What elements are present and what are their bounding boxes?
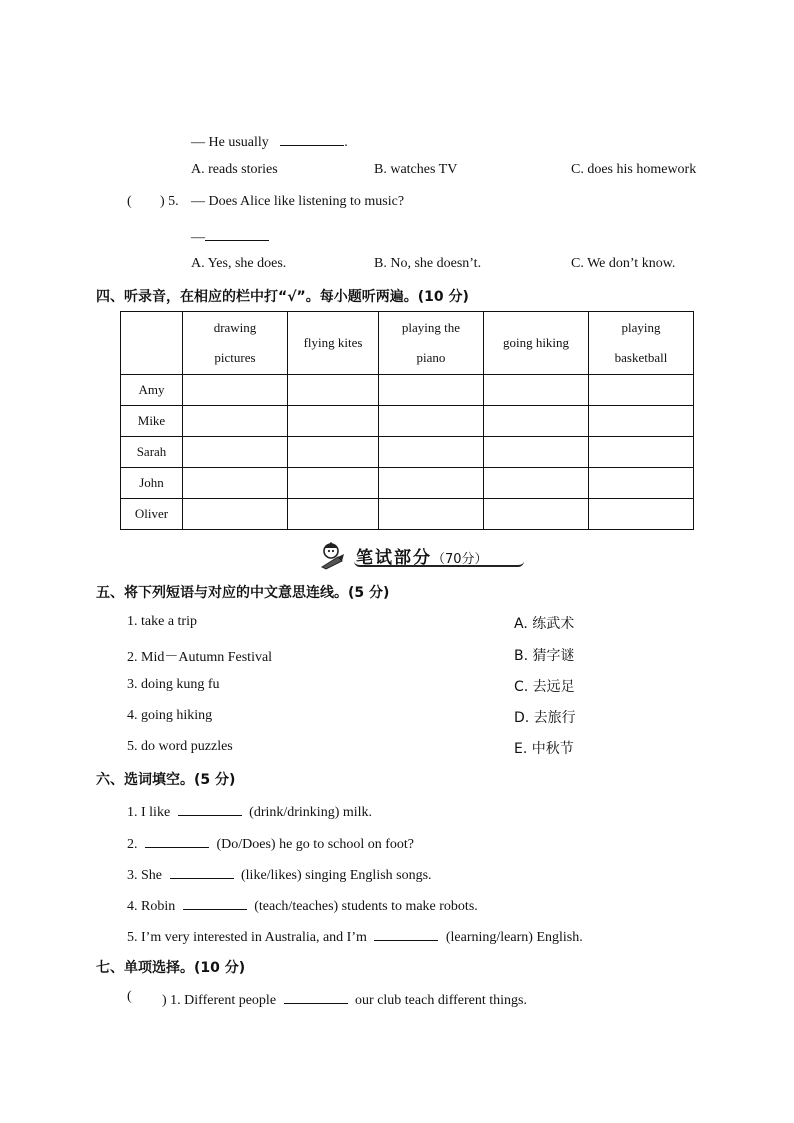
row-name-cell: Oliver xyxy=(121,499,183,530)
q5-option-b[interactable]: B. No, she doesn’t. xyxy=(374,256,482,271)
q5-paren-open: ( xyxy=(127,194,132,209)
check-cell[interactable] xyxy=(288,437,379,468)
q5-answer-line: — xyxy=(191,226,269,246)
answer-blank[interactable] xyxy=(284,989,348,1004)
answer-blank[interactable] xyxy=(145,833,209,848)
check-cell[interactable] xyxy=(484,406,589,437)
q4-option-c[interactable]: C. does his homework xyxy=(571,162,697,177)
table-header-cell: going hiking xyxy=(484,312,589,375)
q5-question: — Does Alice like listening to music? xyxy=(191,194,405,209)
section5-title: 五、将下列短语与对应的中文意思连线。(5 分) xyxy=(96,585,390,601)
table-row xyxy=(121,468,694,499)
check-cell[interactable] xyxy=(484,468,589,499)
match-left-item[interactable]: 4. going hiking xyxy=(127,708,213,723)
fill-item: 2. (Do/Does) he go to school on foot? xyxy=(127,833,414,853)
check-cell[interactable] xyxy=(589,406,694,437)
row-name-cell: Sarah xyxy=(121,437,183,468)
table-row xyxy=(121,499,694,530)
fill-item: 5. I’m very interested in Australia, and I’m (learning/learn) English. xyxy=(127,926,583,946)
answer-blank[interactable] xyxy=(170,864,234,879)
row-name-cell: John xyxy=(121,468,183,499)
section6-title: 六、选词填空。(5 分) xyxy=(96,772,236,788)
check-cell[interactable] xyxy=(379,468,484,499)
table-header-cell: playing basketball xyxy=(589,312,694,375)
match-left-item[interactable]: 5. do word puzzles xyxy=(127,739,233,754)
check-cell[interactable] xyxy=(484,375,589,406)
match-right-item[interactable]: C. 去远足 xyxy=(514,679,575,695)
check-cell[interactable] xyxy=(379,437,484,468)
table-header-cell: flying kites xyxy=(288,312,379,375)
row-name-cell: Amy xyxy=(121,375,183,406)
q4-option-b[interactable]: B. watches TV xyxy=(374,162,458,177)
check-cell[interactable] xyxy=(183,406,288,437)
check-cell[interactable] xyxy=(183,437,288,468)
check-cell[interactable] xyxy=(379,406,484,437)
check-cell[interactable] xyxy=(589,437,694,468)
answer-blank[interactable] xyxy=(374,926,438,941)
section7-title: 七、单项选择。(10 分) xyxy=(96,960,246,976)
listening-table xyxy=(120,311,694,530)
check-cell[interactable] xyxy=(589,375,694,406)
check-cell[interactable] xyxy=(484,499,589,530)
check-cell[interactable] xyxy=(379,499,484,530)
answer-blank[interactable] xyxy=(205,226,269,241)
check-cell[interactable] xyxy=(183,375,288,406)
written-part-banner xyxy=(318,539,528,571)
q5-option-a[interactable]: A. Yes, she does. xyxy=(191,256,287,271)
table-row xyxy=(121,375,694,406)
fill-item: 4. Robin (teach/teaches) students to make robots. xyxy=(127,895,478,915)
fill-item: 1. I like (drink/drinking) milk. xyxy=(127,801,372,821)
table-header-row xyxy=(121,312,694,375)
check-cell[interactable] xyxy=(589,468,694,499)
banner-underline xyxy=(354,561,524,567)
section4-title: 四、听录音，在相应的栏中打“√”。每小题听两遍。(10 分) xyxy=(96,289,469,305)
check-cell[interactable] xyxy=(379,375,484,406)
check-cell[interactable] xyxy=(288,375,379,406)
check-cell[interactable] xyxy=(484,437,589,468)
pencil-mascot-icon xyxy=(318,540,348,570)
check-cell[interactable] xyxy=(589,499,694,530)
table-corner-cell xyxy=(121,312,183,375)
s7-paren-open: ( xyxy=(127,989,132,1004)
banner-score: （70分） xyxy=(432,552,488,567)
fill-item: 3. She (like/likes) singing English songs. xyxy=(127,864,432,884)
match-left-item[interactable]: 3. doing kung fu xyxy=(127,677,220,692)
match-right-item[interactable]: B. 猜字谜 xyxy=(514,648,575,664)
q5-paren-close: ) 5. xyxy=(160,194,179,209)
match-right-item[interactable]: D. 去旅行 xyxy=(514,710,576,726)
match-left-item[interactable]: 2. Mid－Autumn Festival xyxy=(127,650,273,665)
s7-q1-answer-box[interactable] xyxy=(127,981,163,1003)
match-right-item[interactable]: A. 练武术 xyxy=(514,616,575,632)
check-cell[interactable] xyxy=(288,499,379,530)
answer-blank[interactable] xyxy=(280,131,344,146)
q4-answer-line: — He usually . xyxy=(191,131,348,151)
table-row xyxy=(121,437,694,468)
check-cell[interactable] xyxy=(288,468,379,499)
q5-option-c[interactable]: C. We don’t know. xyxy=(571,256,676,271)
answer-blank[interactable] xyxy=(178,801,242,816)
q5-answer-box[interactable] xyxy=(127,186,163,208)
s7-q1-line: ) 1. Different people our club teach different things. xyxy=(162,989,527,1009)
check-cell[interactable] xyxy=(183,468,288,499)
banner-title: 笔试部分（70分） xyxy=(356,548,488,568)
match-right-item[interactable]: E. 中秋节 xyxy=(514,741,574,757)
answer-blank[interactable] xyxy=(183,895,247,910)
table-header-cell: drawing pictures xyxy=(183,312,288,375)
check-cell[interactable] xyxy=(183,499,288,530)
q4-option-a[interactable]: A. reads stories xyxy=(191,162,278,177)
check-cell[interactable] xyxy=(288,406,379,437)
match-left-item[interactable]: 1. take a trip xyxy=(127,614,197,629)
row-name-cell: Mike xyxy=(121,406,183,437)
table-row xyxy=(121,406,694,437)
table-header-cell: playing the piano xyxy=(379,312,484,375)
